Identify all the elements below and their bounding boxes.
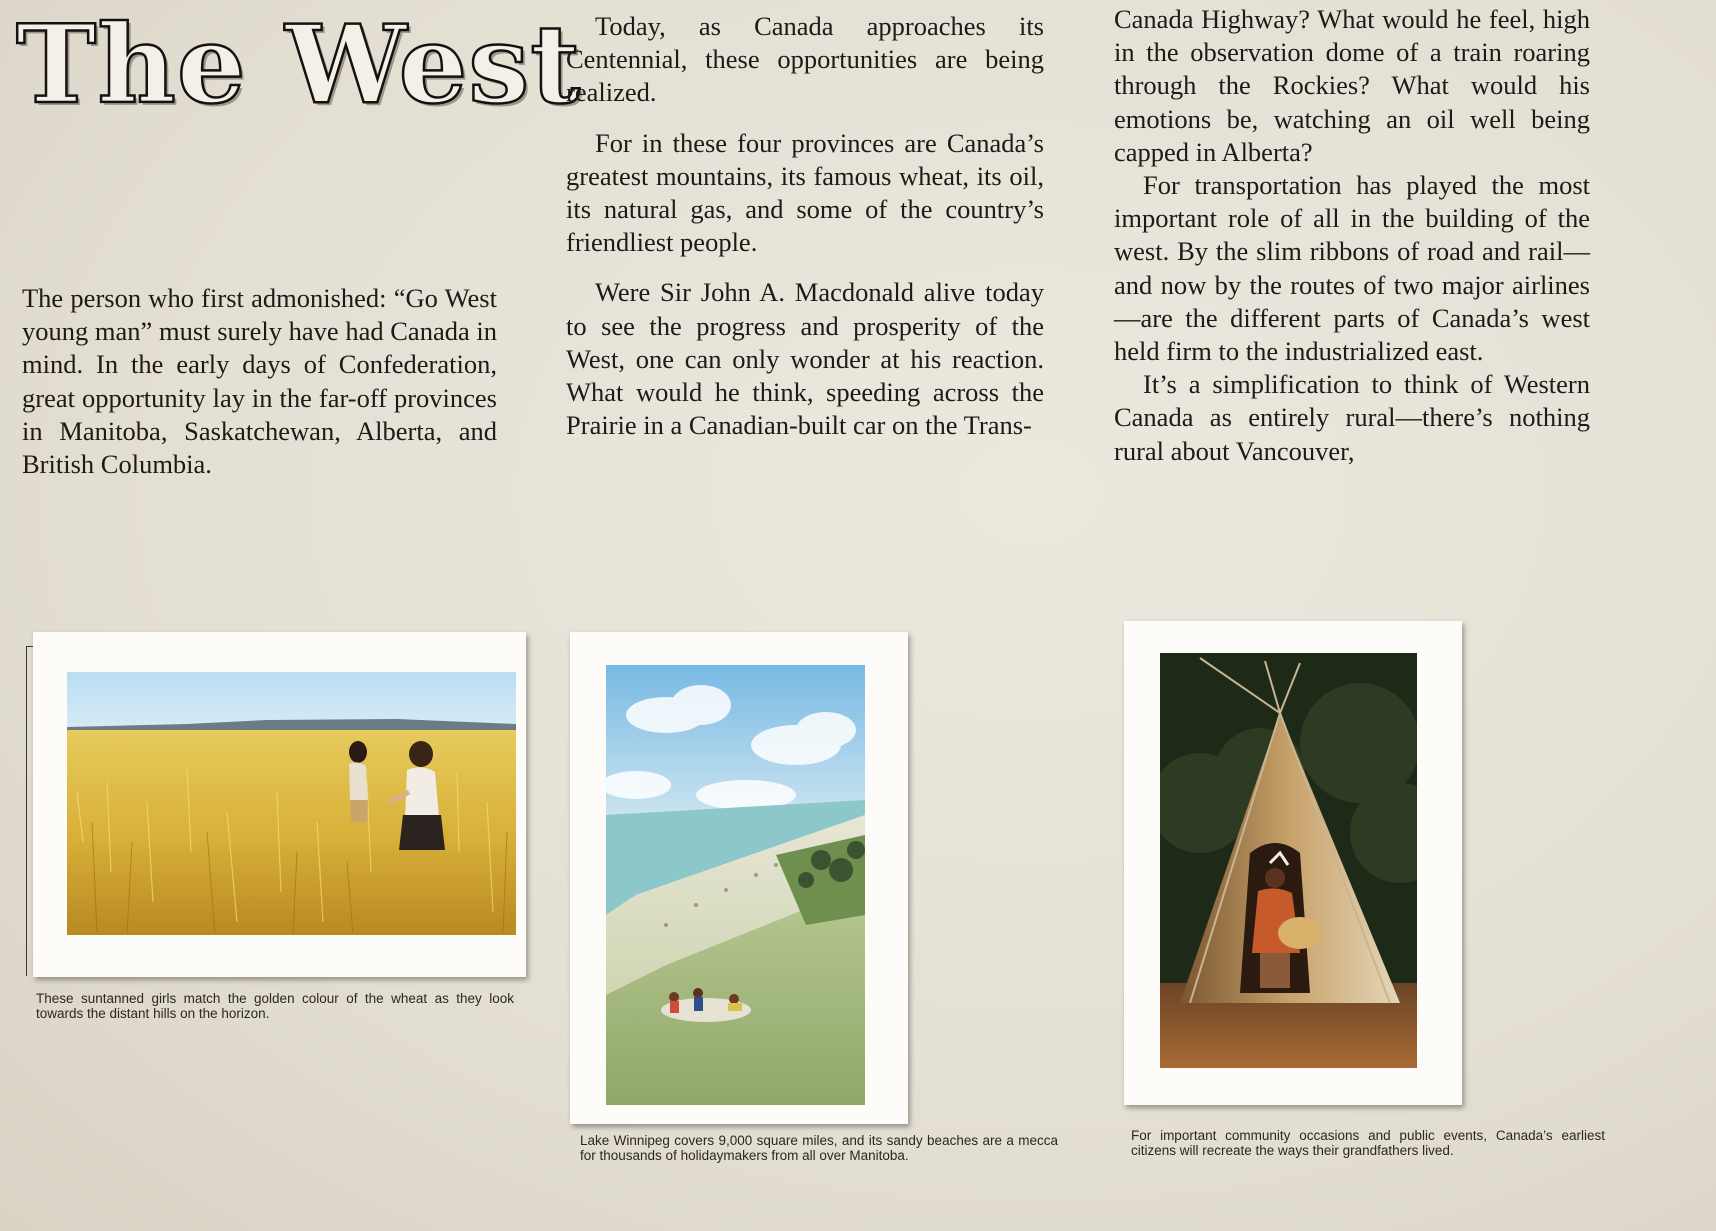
beach-photo xyxy=(606,665,865,1105)
paragraph: Today, as Canada approaches its Centennial, these opportunities are being realized. xyxy=(566,11,1044,108)
paragraph: For in these four provinces are Canada’s greatest mountains, its famous wheat, its oil, its natural gas, and some of the country’s friendliest people. xyxy=(566,127,1044,258)
page-title: The West xyxy=(16,2,582,128)
paragraph: For transportation has played the most important role of all in the building of the west. By the slim ribbons of road and rail—and now by the routes of two major airlines—are the different parts of Canada’s west held firm to the industrialized east. xyxy=(1114,170,1590,367)
teepee-photo xyxy=(1160,653,1417,1068)
photo-caption: These suntanned girls match the golden colour of the wheat as they look towards the distant hills on the horizon. xyxy=(36,991,514,1021)
text-column-2 xyxy=(566,10,1044,442)
frame-line xyxy=(26,646,27,976)
photo-card-beach xyxy=(570,632,908,1124)
paragraph: Canada Highway? What would he feel, high in the observation dome of a train roaring through the Rockies? What would his emotions be, watching an oil well being capped in Alberta? xyxy=(1114,4,1590,167)
paragraph: It’s a simplification to think of Western Canada as entirely rural—there’s nothing rural about Vancouver, xyxy=(1114,369,1590,466)
photo-card-teepee xyxy=(1124,621,1462,1105)
photo-caption: Lake Winnipeg covers 9,000 square miles, and its sandy beaches are a mecca for thousands of holidaymakers from all over Manitoba. xyxy=(580,1133,1058,1163)
photo-card-wheat xyxy=(33,632,526,977)
text-column-3 xyxy=(1114,3,1590,468)
text-column-1 xyxy=(22,282,497,481)
paragraph: Were Sir John A. Macdonald alive today to see the progress and prosperity of the West, one can only wonder at his reaction. What would he think, speeding across the Prairie in a Canadian-built car on the Trans- xyxy=(566,277,1044,441)
paragraph: The person who first admonished: “Go West young man” must surely have had Canada in mind. In the early days of Confederation, great opportunity lay in the far-off provinces in Manitoba, Saskatchewan, Alberta, and British Columbia. xyxy=(22,283,497,480)
photo-caption: For important community occasions and public events, Canada’s earliest citizens will recreate the ways their grandfathers lived. xyxy=(1131,1128,1605,1158)
wheat-field-photo xyxy=(67,672,516,935)
